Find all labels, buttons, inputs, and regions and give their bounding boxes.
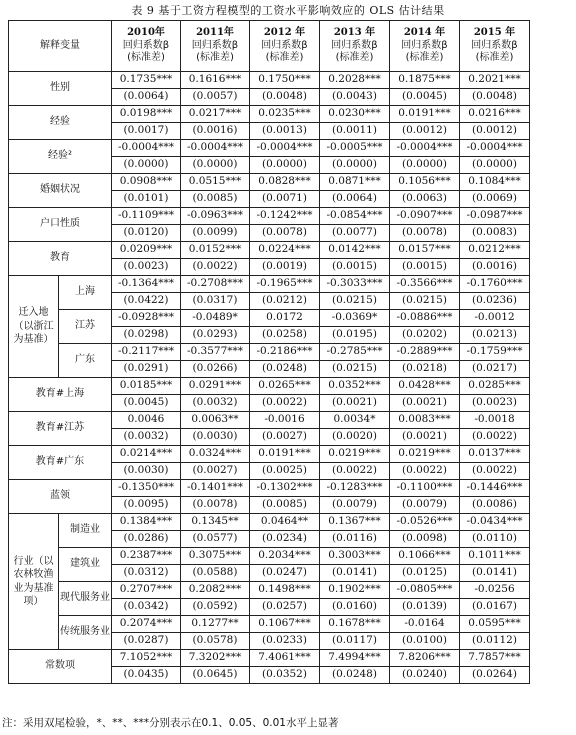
se-cell: (0.0022) (250, 395, 320, 412)
coef-cell: -0.0987*** (460, 208, 530, 225)
se-cell: (0.0352) (250, 667, 320, 684)
se-cell: (0.0012) (390, 123, 460, 140)
coef-cell: -0.3033*** (320, 276, 390, 293)
se-cell: (0.0078) (250, 225, 320, 242)
coef-cell: 0.0157*** (390, 242, 460, 259)
table-row (9, 548, 530, 565)
coef-cell: 0.0352*** (320, 378, 390, 395)
coef-cell: 0.0137*** (460, 446, 530, 463)
coef-cell: 0.0185*** (112, 378, 181, 395)
coef-cell: -0.0164 (390, 616, 460, 633)
variable-label: 户口性质 (9, 208, 112, 242)
coef-cell: -0.0012 (460, 310, 530, 327)
se-cell: (0.0021) (320, 395, 390, 412)
year-header: 2011年 回归系数β (标准差) (181, 21, 250, 72)
coef-cell: -0.0526*** (390, 514, 460, 531)
coef-cell: 0.0428*** (390, 378, 460, 395)
se-cell: (0.0022) (320, 463, 390, 480)
se-cell: (0.0234) (250, 531, 320, 548)
year-label: 2011年 (196, 27, 234, 39)
coef-cell: 0.0908*** (112, 174, 181, 191)
se-cell: (0.0100) (390, 633, 460, 650)
se-cell: (0.0141) (460, 565, 530, 582)
table-row (9, 650, 530, 667)
year-label: 2013 年 (333, 27, 376, 39)
se-cell: (0.0110) (460, 531, 530, 548)
coef-cell: -0.0854*** (320, 208, 390, 225)
se-cell: (0.0079) (320, 497, 390, 514)
coef-cell: 0.1277** (181, 616, 250, 633)
coef-cell: 0.0191*** (390, 106, 460, 123)
coef-cell: 0.1902*** (320, 582, 390, 599)
se-cell: (0.0077) (320, 225, 390, 242)
se-cell: (0.0212) (250, 293, 320, 310)
se-cell: (0.0195) (320, 327, 390, 344)
coef-cell: 0.0871*** (320, 174, 390, 191)
se-cell: (0.0032) (112, 429, 181, 446)
se-cell: (0.0063) (390, 191, 460, 208)
table-row (9, 72, 530, 89)
se-cell: (0.0293) (181, 327, 250, 344)
se-cell: (0.0264) (460, 667, 530, 684)
coef-cell: -0.2117*** (112, 344, 181, 361)
coef-cell: 0.3003*** (320, 548, 390, 565)
table-row (9, 174, 530, 191)
se-cell: (0.0095) (112, 497, 181, 514)
coef-cell: 0.1616*** (181, 72, 250, 89)
coef-cell: 0.1011*** (460, 548, 530, 565)
coef-cell: 0.0219*** (320, 446, 390, 463)
table-row (9, 412, 530, 429)
coef-cell: 0.1384*** (112, 514, 181, 531)
variable-label: 建筑业 (59, 548, 112, 582)
coef-cell: -0.0805*** (390, 582, 460, 599)
coef-cell: 0.0034* (320, 412, 390, 429)
se-cell: (0.0020) (320, 429, 390, 446)
coef-cell: 0.0595*** (460, 616, 530, 633)
coef-cell: -0.1401*** (181, 480, 250, 497)
year-header: 2013 年 回归系数β (标准差) (320, 21, 390, 72)
se-cell: (0.0257) (250, 599, 320, 616)
coef-cell: 0.0083*** (390, 412, 460, 429)
coef-cell: -0.0004*** (250, 140, 320, 157)
coef-cell: 0.1084*** (460, 174, 530, 191)
se-cell: (0.0291) (112, 361, 181, 378)
coef-cell: 7.4061*** (250, 650, 320, 667)
se-cell: (0.0342) (112, 599, 181, 616)
se-cell: (0.0141) (320, 565, 390, 582)
coef-cell: 0.0216*** (460, 106, 530, 123)
se-cell: (0.0317) (181, 293, 250, 310)
se-cell: (0.0085) (181, 191, 250, 208)
table-row (9, 378, 530, 395)
coef-cell: 0.0209*** (112, 242, 181, 259)
year-label: 2012 年 (263, 27, 306, 39)
coef-cell: 0.1056*** (390, 174, 460, 191)
se-cell: (0.0000) (181, 157, 250, 174)
coef-cell: 0.1735*** (112, 72, 181, 89)
coef-cell: 0.0214*** (112, 446, 181, 463)
variable-label: 教育#江苏 (9, 412, 112, 446)
coef-cell: -0.2785*** (320, 344, 390, 361)
se-cell: (0.0112) (460, 633, 530, 650)
variable-label: 教育 (9, 242, 112, 276)
coef-cell: 0.0191*** (250, 446, 320, 463)
coef-cell: -0.0886*** (390, 310, 460, 327)
se-cell: (0.0120) (112, 225, 181, 242)
coef-cell: -0.0018 (460, 412, 530, 429)
year-label: 2010年 (127, 27, 165, 39)
table-row (9, 140, 530, 157)
coef-cell: 0.2387*** (112, 548, 181, 565)
coef-cell: -0.0005*** (320, 140, 390, 157)
se-cell: (0.0025) (250, 463, 320, 480)
table-row (9, 310, 530, 327)
se-cell: (0.0048) (250, 89, 320, 106)
coef-cell: -0.0256 (460, 582, 530, 599)
se-cell: (0.0248) (250, 361, 320, 378)
se-cell: (0.0078) (390, 225, 460, 242)
coef-cell: 0.0291*** (181, 378, 250, 395)
se-cell: (0.0083) (460, 225, 530, 242)
se-cell: (0.0213) (460, 327, 530, 344)
se-cell: (0.0266) (181, 361, 250, 378)
se-cell: (0.0435) (112, 667, 181, 684)
se-cell: (0.0578) (181, 633, 250, 650)
coef-cell: -0.2889*** (390, 344, 460, 361)
se-cell: (0.0248) (320, 667, 390, 684)
coef-cell: 0.0063** (181, 412, 250, 429)
se-cell: (0.0085) (250, 497, 320, 514)
coef-cell: -0.3566*** (390, 276, 460, 293)
table-row (9, 480, 530, 497)
se-cell: (0.0000) (320, 157, 390, 174)
se-cell: (0.0286) (112, 531, 181, 548)
se-cell: (0.0045) (112, 395, 181, 412)
se-cell: (0.0240) (390, 667, 460, 684)
coef-cell: 0.0217*** (181, 106, 250, 123)
group-label: 行业（以农林牧渔业为基准项） (9, 514, 59, 650)
coef-cell: 0.0046 (112, 412, 181, 429)
se-cell: (0.0298) (112, 327, 181, 344)
coef-cell: -0.1283*** (320, 480, 390, 497)
se-cell: (0.0577) (181, 531, 250, 548)
se-cell: (0.0233) (250, 633, 320, 650)
se-cell: (0.0071) (250, 191, 320, 208)
se-cell: (0.0069) (460, 191, 530, 208)
coef-cell: 0.2074*** (112, 616, 181, 633)
ols-results-table (8, 20, 530, 684)
coef-cell: -0.1759*** (460, 344, 530, 361)
variable-label: 传统服务业 (59, 616, 112, 650)
se-cell: (0.0167) (460, 599, 530, 616)
se-cell: (0.0645) (181, 667, 250, 684)
se-cell: (0.0064) (112, 89, 181, 106)
se-cell: (0.0019) (250, 259, 320, 276)
table-row (9, 582, 530, 599)
se-cell: (0.0030) (181, 429, 250, 446)
se-cell: (0.0023) (112, 259, 181, 276)
variable-label: 江苏 (59, 310, 112, 344)
se-cell: (0.0032) (181, 395, 250, 412)
variable-label: 常数项 (9, 650, 112, 684)
se-cell: (0.0045) (390, 89, 460, 106)
se-cell: (0.0078) (181, 497, 250, 514)
coef-cell: 0.1750*** (250, 72, 320, 89)
coef-cell: 0.0142*** (320, 242, 390, 259)
se-cell: (0.0048) (460, 89, 530, 106)
coef-cell: 0.0324*** (181, 446, 250, 463)
se-cell: (0.0422) (112, 293, 181, 310)
se-cell: (0.0236) (460, 293, 530, 310)
se-cell: (0.0016) (181, 123, 250, 140)
variable-label: 蓝领 (9, 480, 112, 514)
coef-cell: -0.0907*** (390, 208, 460, 225)
coef-cell: 0.1678*** (320, 616, 390, 633)
se-cell: (0.0015) (320, 259, 390, 276)
se-cell: (0.0043) (320, 89, 390, 106)
se-cell: (0.0013) (250, 123, 320, 140)
coef-cell: 0.2021*** (460, 72, 530, 89)
coef-cell: 0.0265*** (250, 378, 320, 395)
coef-cell: -0.2186*** (250, 344, 320, 361)
variable-label: 上海 (59, 276, 112, 310)
header-row (9, 21, 530, 72)
table-row (9, 514, 530, 531)
year-header: 2015 年 回归系数β (标准差) (460, 21, 530, 72)
coef-cell: -0.1364*** (112, 276, 181, 293)
coef-cell: -0.1100*** (390, 480, 460, 497)
coef-cell: -0.1350*** (112, 480, 181, 497)
coef-cell: 0.0224*** (250, 242, 320, 259)
variable-label: 经验 (9, 106, 112, 140)
se-cell: (0.0022) (390, 463, 460, 480)
coef-cell: 0.0212*** (460, 242, 530, 259)
se-cell: (0.0139) (390, 599, 460, 616)
se-cell: (0.0021) (390, 429, 460, 446)
se-cell: (0.0592) (181, 599, 250, 616)
variable-label: 现代服务业 (59, 582, 112, 616)
se-cell: (0.0022) (460, 463, 530, 480)
coef-cell: -0.0434*** (460, 514, 530, 531)
coef-cell: 0.0198*** (112, 106, 181, 123)
table-row (9, 344, 530, 361)
se-cell: (0.0215) (390, 293, 460, 310)
coef-cell: -0.1109*** (112, 208, 181, 225)
coef-cell: -0.0016 (250, 412, 320, 429)
variable-label: 经验² (9, 140, 112, 174)
se-cell: (0.0016) (460, 259, 530, 276)
table-note: 注：采用双尾检验，*、**、***分别表示在0.1、0.05、0.01水平上显著 (2, 717, 339, 729)
coef-cell: 0.2034*** (250, 548, 320, 565)
se-cell: (0.0021) (390, 395, 460, 412)
se-cell: (0.0098) (390, 531, 460, 548)
se-cell: (0.0027) (181, 463, 250, 480)
variable-label: 教育#上海 (9, 378, 112, 412)
se-cell: (0.0116) (320, 531, 390, 548)
coef-cell: -0.0004*** (181, 140, 250, 157)
coef-cell: 0.0230*** (320, 106, 390, 123)
coef-cell: -0.3577*** (181, 344, 250, 361)
se-cell: (0.0030) (112, 463, 181, 480)
coef-cell: 7.4994*** (320, 650, 390, 667)
se-cell: (0.0012) (460, 123, 530, 140)
variable-label: 制造业 (59, 514, 112, 548)
coef-cell: -0.0004*** (112, 140, 181, 157)
coef-cell: -0.0963*** (181, 208, 250, 225)
coef-cell: 0.0285*** (460, 378, 530, 395)
se-cell: (0.0017) (112, 123, 181, 140)
year-header: 2012 年 回归系数β (标准差) (250, 21, 320, 72)
se-cell: (0.0015) (390, 259, 460, 276)
coef-cell: -0.1446*** (460, 480, 530, 497)
se-cell: (0.0000) (250, 157, 320, 174)
se-cell: (0.0215) (320, 361, 390, 378)
se-cell: (0.0086) (460, 497, 530, 514)
se-cell: (0.0057) (181, 89, 250, 106)
coef-cell: 0.0235*** (250, 106, 320, 123)
coef-cell: -0.1965*** (250, 276, 320, 293)
coef-cell: 0.3075*** (181, 548, 250, 565)
coef-cell: -0.2708*** (181, 276, 250, 293)
se-cell: (0.0022) (181, 259, 250, 276)
coef-cell: 0.2707*** (112, 582, 181, 599)
table-row (9, 276, 530, 293)
coef-cell: 0.1067*** (250, 616, 320, 633)
coef-cell: -0.1302*** (250, 480, 320, 497)
coef-cell: 0.0828*** (250, 174, 320, 191)
coef-cell: 0.1066*** (390, 548, 460, 565)
year-label: 2015 年 (473, 27, 516, 39)
variable-label: 婚姻状况 (9, 174, 112, 208)
se-cell: (0.0312) (112, 565, 181, 582)
se-cell: (0.0160) (320, 599, 390, 616)
se-cell: (0.0125) (390, 565, 460, 582)
se-cell: (0.0027) (250, 429, 320, 446)
coef-cell: 0.0515*** (181, 174, 250, 191)
se-cell: (0.0247) (250, 565, 320, 582)
var-header: 解释变量 (9, 21, 112, 72)
year-header: 2010年 回归系数β (标准差) (112, 21, 181, 72)
coef-cell: -0.1760*** (460, 276, 530, 293)
group-label: 迁入地（以浙江为基准） (9, 276, 59, 378)
se-cell: (0.0258) (250, 327, 320, 344)
coef-cell: -0.1242*** (250, 208, 320, 225)
coef-cell: 7.7857*** (460, 650, 530, 667)
se-cell: (0.0023) (460, 395, 530, 412)
se-cell: (0.0000) (112, 157, 181, 174)
coef-cell: 0.2082*** (181, 582, 250, 599)
se-cell: (0.0000) (460, 157, 530, 174)
se-cell: (0.0000) (390, 157, 460, 174)
coef-cell: 7.1052*** (112, 650, 181, 667)
coef-cell: -0.0928*** (112, 310, 181, 327)
coef-cell: -0.0369* (320, 310, 390, 327)
se-cell: (0.0011) (320, 123, 390, 140)
coef-cell: 0.0172 (250, 310, 320, 327)
se-cell: (0.0215) (320, 293, 390, 310)
coef-cell: 0.1875*** (390, 72, 460, 89)
se-cell: (0.0079) (390, 497, 460, 514)
coef-cell: 7.8206*** (390, 650, 460, 667)
coef-cell: 0.0464** (250, 514, 320, 531)
coef-cell: 0.1345** (181, 514, 250, 531)
year-label: 2014 年 (403, 27, 446, 39)
coef-cell: -0.0004*** (390, 140, 460, 157)
table-row (9, 446, 530, 463)
coef-cell: 0.2028*** (320, 72, 390, 89)
se-cell: (0.0217) (460, 361, 530, 378)
coef-cell: 0.0152*** (181, 242, 250, 259)
se-cell: (0.0101) (112, 191, 181, 208)
variable-label: 教育#广东 (9, 446, 112, 480)
coef-cell: -0.0004*** (460, 140, 530, 157)
se-cell: (0.0064) (320, 191, 390, 208)
se-cell: (0.0202) (390, 327, 460, 344)
table-row (9, 208, 530, 225)
se-cell: (0.0218) (390, 361, 460, 378)
coef-cell: 0.1498*** (250, 582, 320, 599)
coef-cell: 7.3202*** (181, 650, 250, 667)
variable-label: 广东 (59, 344, 112, 378)
table-caption: 表 9 基于工资方程模型的工资水平影响效应的 OLS 估计结果 (131, 4, 445, 17)
table-row (9, 242, 530, 259)
variable-label: 性别 (9, 72, 112, 106)
se-cell: (0.0588) (181, 565, 250, 582)
year-header: 2014 年 回归系数β (标准差) (390, 21, 460, 72)
coef-cell: 0.0219*** (390, 446, 460, 463)
se-cell: (0.0287) (112, 633, 181, 650)
table-row (9, 616, 530, 633)
table-row (9, 106, 530, 123)
table-body (9, 72, 530, 684)
se-cell: (0.0099) (181, 225, 250, 242)
coef-cell: 0.1367*** (320, 514, 390, 531)
coef-cell: -0.0489* (181, 310, 250, 327)
se-cell: (0.0117) (320, 633, 390, 650)
se-cell: (0.0022) (460, 429, 530, 446)
